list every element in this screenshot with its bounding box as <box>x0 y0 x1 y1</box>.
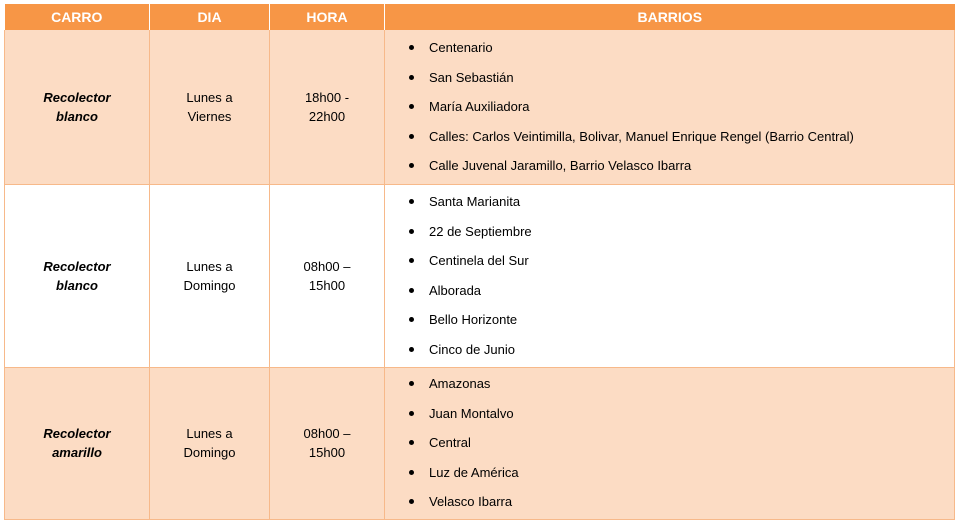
barrios-cell <box>385 184 955 367</box>
dia-cell <box>150 30 270 184</box>
list-item: Velasco Ibarra <box>429 487 954 517</box>
header-barrios: BARRIOS <box>385 4 955 30</box>
list-item: Santa Marianita <box>429 187 954 217</box>
hora-cell <box>270 30 385 184</box>
list-item: Alborada <box>429 276 954 306</box>
barrios-list <box>385 369 954 517</box>
collection-schedule-table <box>4 4 955 520</box>
header-carro: CARRO <box>5 4 150 30</box>
hora-text: 18h00 - 22h00 <box>304 89 350 124</box>
dia-text: Lunes a Viernes <box>186 89 233 124</box>
barrios-cell <box>385 30 955 184</box>
list-item: 22 de Septiembre <box>429 217 954 247</box>
header-dia: DIA <box>150 4 270 30</box>
carro-text: Recolector amarillo <box>43 426 111 460</box>
carro-cell <box>5 184 150 367</box>
dia-cell <box>150 184 270 367</box>
carro-cell <box>5 30 150 184</box>
hora-text: 08h00 – 15h00 <box>303 426 351 460</box>
list-item: Calle Juvenal Jaramillo, Barrio Velasco Ibarra <box>429 151 954 181</box>
list-item: Centenario <box>429 33 954 63</box>
list-item: María Auxiliadora <box>429 92 954 122</box>
hora-cell <box>270 367 385 519</box>
header-row <box>5 4 955 30</box>
hora-cell <box>270 184 385 367</box>
barrios-cell <box>385 367 955 519</box>
carro-text: Recolector blanco <box>43 258 111 293</box>
hora-text: 08h00 – 15h00 <box>303 258 351 293</box>
list-item: Juan Montalvo <box>429 399 954 429</box>
list-item: Calles: Carlos Veintimilla, Bolivar, Manuel Enrique Rengel (Barrio Central) <box>429 122 954 152</box>
dia-text: Lunes a Domingo <box>183 258 236 293</box>
table-row <box>5 184 955 367</box>
list-item: San Sebastián <box>429 63 954 93</box>
list-item: Central <box>429 428 954 458</box>
carro-cell <box>5 367 150 519</box>
header-hora: HORA <box>270 4 385 30</box>
table-row <box>5 367 955 519</box>
table-row <box>5 30 955 184</box>
list-item: Luz de América <box>429 458 954 488</box>
barrios-list <box>385 33 954 181</box>
barrios-list <box>385 187 954 364</box>
list-item: Bello Horizonte <box>429 305 954 335</box>
list-item: Cinco de Junio <box>429 335 954 365</box>
list-item: Centinela del Sur <box>429 246 954 276</box>
list-item: Amazonas <box>429 369 954 399</box>
carro-text: Recolector blanco <box>43 89 111 124</box>
dia-cell <box>150 367 270 519</box>
dia-text: Lunes a Domingo <box>183 426 236 460</box>
